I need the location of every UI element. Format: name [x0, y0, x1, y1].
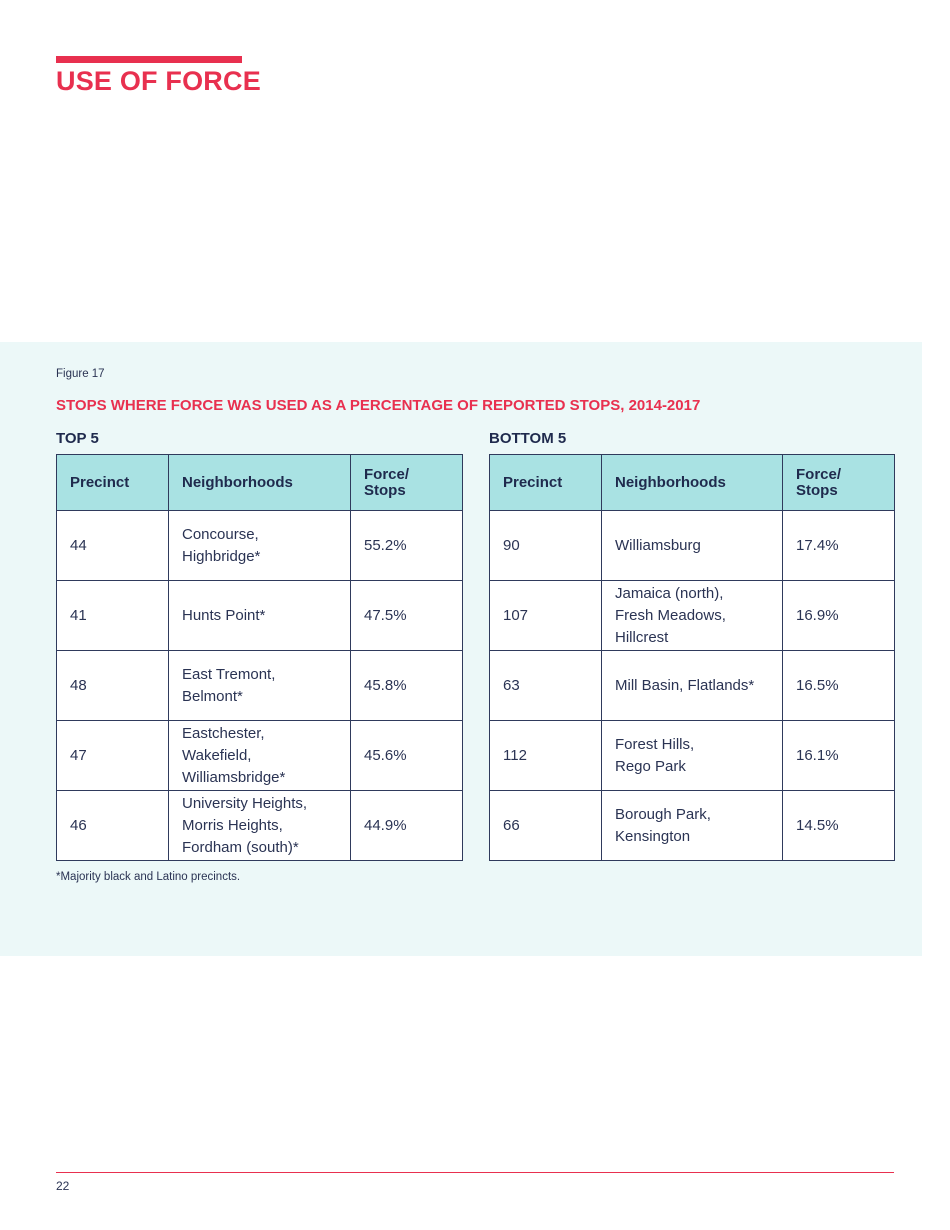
precinct-header: Precinct	[57, 455, 169, 511]
table-row	[57, 581, 463, 651]
force-stops-cell: 47.5%	[351, 581, 463, 651]
table-row	[490, 581, 895, 651]
force-stops-cell: 44.9%	[351, 791, 463, 861]
force-stops-header: Force/ Stops	[783, 455, 895, 511]
neighborhoods-cell: Mill Basin, Flatlands*	[602, 651, 783, 721]
force-stops-cell: 16.1%	[783, 721, 895, 791]
neighborhoods-cell: Williamsburg	[602, 511, 783, 581]
neighborhoods-cell: Borough Park, Kensington	[602, 791, 783, 861]
precinct-cell: 107	[490, 581, 602, 651]
precinct-cell: 46	[57, 791, 169, 861]
top5-table-body	[57, 511, 463, 861]
neighborhoods-header: Neighborhoods	[602, 455, 783, 511]
neighborhoods-cell: East Tremont, Belmont*	[169, 651, 351, 721]
table-row	[490, 511, 895, 581]
precinct-cell: 112	[490, 721, 602, 791]
figure-label: Figure 17	[56, 368, 105, 380]
neighborhoods-cell: Hunts Point*	[169, 581, 351, 651]
table-row	[57, 651, 463, 721]
table-header-row	[57, 455, 463, 511]
table-row	[57, 721, 463, 791]
neighborhoods-header: Neighborhoods	[169, 455, 351, 511]
top5-heading: TOP 5	[56, 430, 99, 447]
force-stops-cell: 45.6%	[351, 721, 463, 791]
bottom5-table-body	[490, 511, 895, 861]
neighborhoods-cell: Forest Hills, Rego Park	[602, 721, 783, 791]
precinct-cell: 48	[57, 651, 169, 721]
force-stops-header: Force/ Stops	[351, 455, 463, 511]
force-stops-cell: 55.2%	[351, 511, 463, 581]
footer-divider	[56, 1172, 894, 1173]
table-row	[57, 511, 463, 581]
figure-title: STOPS WHERE FORCE WAS USED AS A PERCENTAGE OF REPORTED STOPS, 2014-2017	[56, 397, 701, 414]
force-stops-cell: 45.8%	[351, 651, 463, 721]
force-stops-cell: 16.5%	[783, 651, 895, 721]
force-stops-cell: 16.9%	[783, 581, 895, 651]
bottom5-heading: BOTTOM 5	[489, 430, 567, 447]
precinct-cell: 47	[57, 721, 169, 791]
page-number: 22	[56, 1179, 70, 1193]
title-accent-bar	[56, 56, 242, 63]
neighborhoods-cell: Jamaica (north), Fresh Meadows, Hillcrest	[602, 581, 783, 651]
neighborhoods-cell: Eastchester, Wakefield, Williamsbridge*	[169, 721, 351, 791]
table-row	[57, 791, 463, 861]
precinct-cell: 66	[490, 791, 602, 861]
table-row	[490, 651, 895, 721]
precinct-header: Precinct	[490, 455, 602, 511]
neighborhoods-cell: Concourse, Highbridge*	[169, 511, 351, 581]
precinct-cell: 41	[57, 581, 169, 651]
table-row	[490, 791, 895, 861]
force-stops-cell: 17.4%	[783, 511, 895, 581]
top5-table	[56, 454, 463, 861]
precinct-cell: 63	[490, 651, 602, 721]
precinct-cell: 90	[490, 511, 602, 581]
footnote: *Majority black and Latino precincts.	[56, 871, 241, 883]
table-header-row	[490, 455, 895, 511]
force-stops-cell: 14.5%	[783, 791, 895, 861]
neighborhoods-cell: University Heights, Morris Heights, Fordham (south)*	[169, 791, 351, 861]
precinct-cell: 44	[57, 511, 169, 581]
bottom5-table	[489, 454, 895, 861]
table-row	[490, 721, 895, 791]
page-title: USE OF FORCE	[56, 66, 261, 96]
